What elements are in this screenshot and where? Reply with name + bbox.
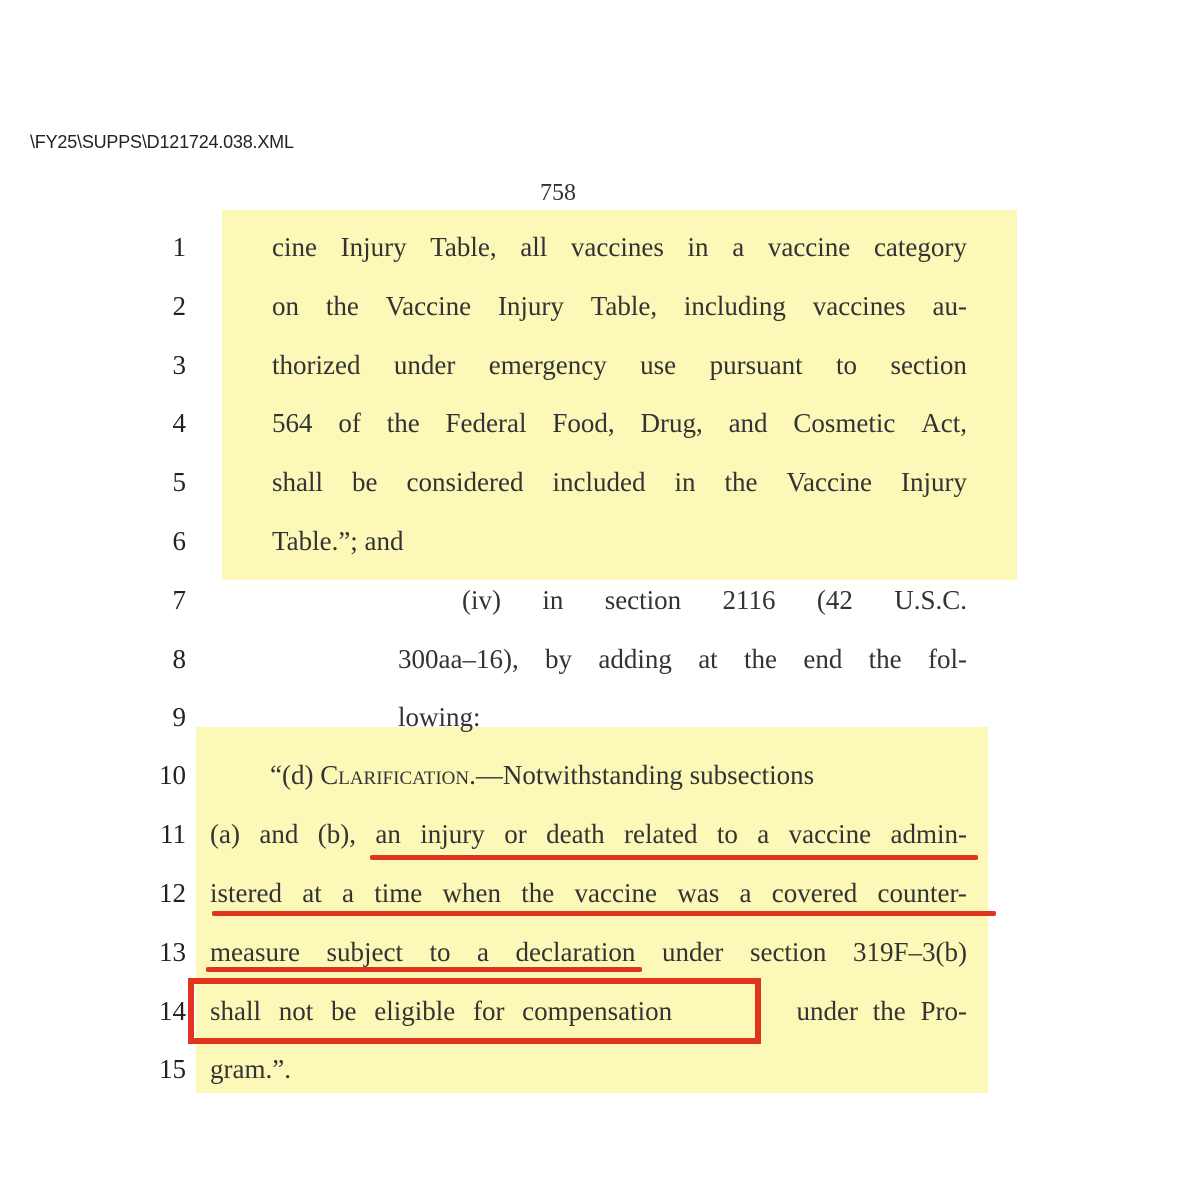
line-number: 11 bbox=[160, 819, 186, 849]
word: thorized bbox=[272, 350, 361, 380]
red-underline bbox=[206, 967, 642, 972]
word: U.S.C. bbox=[894, 585, 967, 615]
text-line bbox=[272, 467, 967, 498]
text-line bbox=[210, 878, 967, 909]
word: to bbox=[836, 350, 858, 380]
line-number: 9 bbox=[172, 702, 186, 732]
line-number: 8 bbox=[172, 644, 186, 674]
word: a bbox=[732, 232, 745, 262]
word: pursuant bbox=[709, 350, 803, 380]
text-line: lowing: bbox=[398, 702, 481, 732]
word: at bbox=[302, 878, 322, 908]
word: counter- bbox=[877, 878, 967, 908]
word: (b), bbox=[317, 819, 356, 849]
word: injury bbox=[420, 819, 485, 849]
word: the bbox=[521, 878, 555, 908]
word: cine bbox=[272, 232, 317, 262]
word: (a) bbox=[210, 819, 240, 849]
word: time bbox=[374, 878, 423, 908]
word: Injury bbox=[497, 291, 564, 321]
word: including bbox=[683, 291, 786, 321]
word: admin- bbox=[890, 819, 967, 849]
word: au- bbox=[932, 291, 967, 321]
line-number: 13 bbox=[159, 937, 186, 967]
boxed-phrase: shall not be eligible for compensation bbox=[210, 996, 673, 1026]
word: Act, bbox=[921, 408, 967, 438]
word: a bbox=[477, 937, 489, 967]
word: by bbox=[545, 644, 573, 674]
word: use bbox=[640, 350, 677, 380]
word: vaccines bbox=[812, 291, 906, 321]
word: declaration bbox=[515, 937, 636, 967]
text-line bbox=[210, 819, 967, 850]
word: (iv) bbox=[462, 585, 501, 615]
word: in bbox=[542, 585, 564, 615]
word: when bbox=[442, 878, 502, 908]
word: an bbox=[375, 819, 401, 849]
word: and bbox=[259, 819, 299, 849]
text-line bbox=[462, 585, 967, 616]
word: or bbox=[504, 819, 527, 849]
word: measure bbox=[210, 937, 300, 967]
word: Injury bbox=[340, 232, 407, 262]
quote-paren bbox=[270, 760, 814, 791]
word: Injury bbox=[901, 467, 967, 497]
word: Vaccine bbox=[385, 291, 472, 321]
word: all bbox=[520, 232, 548, 262]
word: death bbox=[546, 819, 605, 849]
line-rest: under the Pro- bbox=[781, 996, 967, 1026]
word: 319F–3(b) bbox=[852, 937, 967, 967]
word: covered bbox=[771, 878, 858, 908]
word: at bbox=[698, 644, 718, 674]
page-number: 758 bbox=[540, 180, 576, 206]
word: vaccine bbox=[767, 232, 851, 262]
line-number: 1 bbox=[172, 232, 186, 262]
word: under bbox=[393, 350, 456, 380]
word: 564 bbox=[272, 408, 313, 438]
text-line bbox=[272, 408, 967, 439]
word: Cosmetic bbox=[793, 408, 896, 438]
word: related bbox=[624, 819, 698, 849]
word: Vaccine bbox=[786, 467, 872, 497]
word: section bbox=[749, 937, 827, 967]
line-number: 3 bbox=[172, 350, 186, 380]
word: the bbox=[386, 408, 420, 438]
red-box bbox=[188, 978, 761, 1044]
text-line bbox=[272, 291, 967, 322]
line-number: 4 bbox=[172, 408, 186, 438]
word: istered bbox=[210, 878, 282, 908]
word: 2116 bbox=[722, 585, 776, 615]
text-line: Table.”; and bbox=[272, 526, 404, 556]
word: Drug, bbox=[640, 408, 703, 438]
word: emergency bbox=[488, 350, 607, 380]
word: Table, bbox=[590, 291, 658, 321]
word: Federal bbox=[445, 408, 527, 438]
line-number: 5 bbox=[172, 467, 186, 497]
word: the bbox=[724, 467, 758, 497]
word: end bbox=[803, 644, 843, 674]
highlight-block-top bbox=[222, 210, 1017, 580]
word: a bbox=[739, 878, 752, 908]
line-number: 2 bbox=[172, 291, 186, 321]
word: vaccine bbox=[574, 878, 657, 908]
word: vaccines bbox=[570, 232, 664, 262]
line-number: 12 bbox=[159, 878, 186, 908]
word: under bbox=[661, 937, 724, 967]
heading-rest: .—Notwithstanding subsections bbox=[469, 760, 815, 790]
word: fol- bbox=[928, 644, 967, 674]
text-line: gram.”. bbox=[210, 1054, 291, 1084]
word: to bbox=[429, 937, 451, 967]
clarification-heading-line bbox=[270, 760, 967, 791]
line-quote: “(d) bbox=[270, 760, 321, 790]
text-line bbox=[210, 937, 967, 968]
word: in bbox=[674, 467, 696, 497]
red-underline bbox=[370, 855, 978, 860]
word: section bbox=[890, 350, 967, 380]
text-line bbox=[398, 644, 967, 675]
line-number: 7 bbox=[172, 585, 186, 615]
word: be bbox=[352, 467, 378, 497]
clarification-heading: Clarification bbox=[320, 760, 470, 790]
word: the bbox=[744, 644, 778, 674]
word: considered bbox=[406, 467, 524, 497]
file-path: \FY25\SUPPS\D121724.038.XML bbox=[30, 132, 294, 152]
word: (42 bbox=[816, 585, 853, 615]
line-number: 15 bbox=[159, 1054, 186, 1084]
word: Table, bbox=[430, 232, 497, 262]
line-number: 6 bbox=[172, 526, 186, 556]
word: a bbox=[757, 819, 770, 849]
red-underline bbox=[212, 911, 996, 916]
word: was bbox=[677, 878, 720, 908]
word: the bbox=[868, 644, 902, 674]
word: section bbox=[604, 585, 682, 615]
word: vaccine bbox=[788, 819, 872, 849]
word: in bbox=[687, 232, 709, 262]
word: of bbox=[338, 408, 361, 438]
word: subject bbox=[326, 937, 403, 967]
line-number: 14 bbox=[159, 996, 186, 1026]
word: on bbox=[272, 291, 299, 321]
word: to bbox=[716, 819, 738, 849]
text-line bbox=[272, 232, 967, 263]
word: included bbox=[552, 467, 646, 497]
word: and bbox=[728, 408, 768, 438]
word: 300aa–16), bbox=[398, 644, 519, 674]
line-number: 10 bbox=[159, 760, 186, 790]
word: the bbox=[325, 291, 359, 321]
word: a bbox=[342, 878, 354, 908]
word: category bbox=[873, 232, 967, 262]
word: Food, bbox=[552, 408, 615, 438]
word: adding bbox=[598, 644, 672, 674]
word: shall bbox=[272, 467, 323, 497]
text-line bbox=[272, 350, 967, 381]
